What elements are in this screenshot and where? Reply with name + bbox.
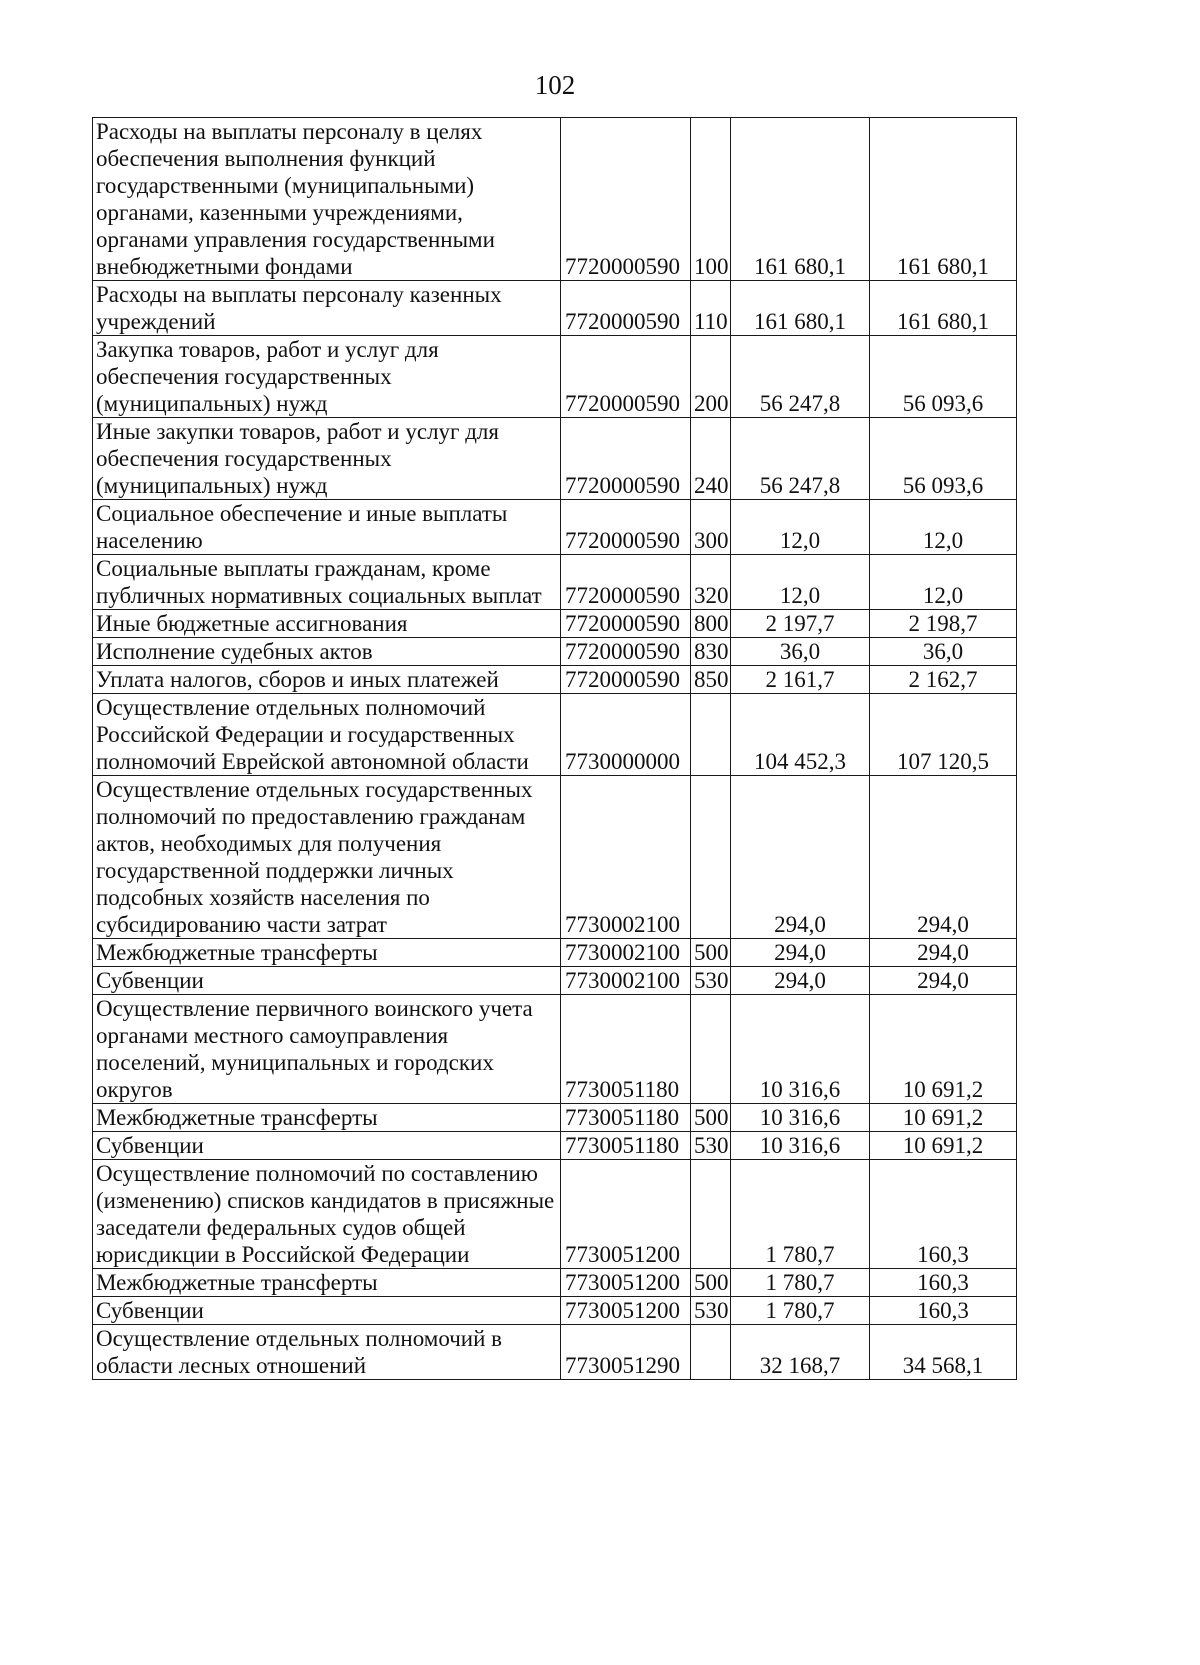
row-target-code: 7720000590 bbox=[561, 281, 691, 336]
row-expense-type bbox=[691, 1160, 731, 1269]
row-amount-1: 161 680,1 bbox=[731, 281, 870, 336]
table-row bbox=[93, 555, 1017, 610]
row-amount-1: 1 780,7 bbox=[731, 1160, 870, 1269]
row-amount-2: 34 568,1 bbox=[870, 1325, 1017, 1380]
table-row bbox=[93, 500, 1017, 555]
row-name: Закупка товаров, работ и услуг для обеспечения государственных (муниципальных) нужд bbox=[93, 336, 561, 418]
row-name: Осуществление отдельных полномочий Российской Федерации и государственных полномочий Еврейской автономной области bbox=[93, 694, 561, 776]
row-name: Осуществление отдельных полномочий в области лесных отношений bbox=[93, 1325, 561, 1380]
row-name: Субвенции bbox=[93, 967, 561, 995]
row-name: Социальные выплаты гражданам, кроме публичных нормативных социальных выплат bbox=[93, 555, 561, 610]
table-row bbox=[93, 638, 1017, 666]
row-expense-type: 850 bbox=[691, 666, 731, 694]
row-amount-2: 2 162,7 bbox=[870, 666, 1017, 694]
row-target-code: 7730002100 bbox=[561, 967, 691, 995]
table-row bbox=[93, 281, 1017, 336]
row-target-code: 7720000590 bbox=[561, 118, 691, 281]
row-amount-1: 161 680,1 bbox=[731, 118, 870, 281]
row-name: Межбюджетные трансферты bbox=[93, 1104, 561, 1132]
row-target-code: 7730000000 bbox=[561, 694, 691, 776]
row-expense-type: 320 bbox=[691, 555, 731, 610]
row-amount-2: 10 691,2 bbox=[870, 995, 1017, 1104]
row-name: Расходы на выплаты персоналу казенных учреждений bbox=[93, 281, 561, 336]
row-name: Иные бюджетные ассигнования bbox=[93, 610, 561, 638]
row-amount-1: 294,0 bbox=[731, 939, 870, 967]
row-name: Исполнение судебных актов bbox=[93, 638, 561, 666]
row-amount-2: 160,3 bbox=[870, 1269, 1017, 1297]
row-target-code: 7720000590 bbox=[561, 610, 691, 638]
row-target-code: 7720000590 bbox=[561, 666, 691, 694]
row-target-code: 7730051180 bbox=[561, 995, 691, 1104]
budget-table bbox=[92, 117, 1017, 1380]
row-target-code: 7730051200 bbox=[561, 1160, 691, 1269]
row-amount-1: 32 168,7 bbox=[731, 1325, 870, 1380]
row-amount-1: 10 316,6 bbox=[731, 995, 870, 1104]
row-target-code: 7720000590 bbox=[561, 555, 691, 610]
row-amount-2: 161 680,1 bbox=[870, 281, 1017, 336]
row-target-code: 7730051180 bbox=[561, 1132, 691, 1160]
table-row bbox=[93, 939, 1017, 967]
row-amount-1: 10 316,6 bbox=[731, 1104, 870, 1132]
row-amount-1: 1 780,7 bbox=[731, 1269, 870, 1297]
table-row bbox=[93, 666, 1017, 694]
row-amount-1: 294,0 bbox=[731, 776, 870, 939]
row-name: Межбюджетные трансферты bbox=[93, 939, 561, 967]
row-amount-1: 12,0 bbox=[731, 555, 870, 610]
row-target-code: 7730051200 bbox=[561, 1297, 691, 1325]
row-name: Расходы на выплаты персоналу в целях обеспечения выполнения функций государственными (муниципальными) органами, казенными учреждениями, органами управления государственными внебюджетными фондами bbox=[93, 118, 561, 281]
row-amount-1: 1 780,7 bbox=[731, 1297, 870, 1325]
table-row bbox=[93, 418, 1017, 500]
row-target-code: 7720000590 bbox=[561, 638, 691, 666]
row-expense-type: 300 bbox=[691, 500, 731, 555]
row-expense-type bbox=[691, 1325, 731, 1380]
row-expense-type bbox=[691, 995, 731, 1104]
row-amount-2: 10 691,2 bbox=[870, 1132, 1017, 1160]
table-row bbox=[93, 995, 1017, 1104]
row-expense-type bbox=[691, 694, 731, 776]
row-target-code: 7720000590 bbox=[561, 418, 691, 500]
row-name: Субвенции bbox=[93, 1297, 561, 1325]
table-row bbox=[93, 610, 1017, 638]
row-expense-type: 500 bbox=[691, 939, 731, 967]
row-expense-type: 800 bbox=[691, 610, 731, 638]
row-amount-1: 2 161,7 bbox=[731, 666, 870, 694]
row-name: Субвенции bbox=[93, 1132, 561, 1160]
row-expense-type: 500 bbox=[691, 1104, 731, 1132]
table-row bbox=[93, 1269, 1017, 1297]
table-row bbox=[93, 118, 1017, 281]
row-amount-2: 36,0 bbox=[870, 638, 1017, 666]
table-row bbox=[93, 694, 1017, 776]
table-row bbox=[93, 336, 1017, 418]
row-expense-type: 240 bbox=[691, 418, 731, 500]
row-target-code: 7730051200 bbox=[561, 1269, 691, 1297]
row-target-code: 7720000590 bbox=[561, 336, 691, 418]
table-row bbox=[93, 1132, 1017, 1160]
row-amount-2: 12,0 bbox=[870, 555, 1017, 610]
row-name: Межбюджетные трансферты bbox=[93, 1269, 561, 1297]
row-expense-type: 110 bbox=[691, 281, 731, 336]
row-expense-type: 200 bbox=[691, 336, 731, 418]
row-name: Осуществление первичного воинского учета органами местного самоуправления поселений, муниципальных и городских округов bbox=[93, 995, 561, 1104]
row-amount-1: 2 197,7 bbox=[731, 610, 870, 638]
table-row bbox=[93, 1297, 1017, 1325]
row-amount-1: 104 452,3 bbox=[731, 694, 870, 776]
row-target-code: 7730002100 bbox=[561, 776, 691, 939]
row-amount-2: 294,0 bbox=[870, 776, 1017, 939]
row-amount-2: 10 691,2 bbox=[870, 1104, 1017, 1132]
row-amount-1: 294,0 bbox=[731, 967, 870, 995]
row-expense-type: 500 bbox=[691, 1269, 731, 1297]
row-name: Осуществление полномочий по составлению (изменению) списков кандидатов в присяжные заседатели федеральных судов общей юрисдикции в Российской Федерации bbox=[93, 1160, 561, 1269]
row-amount-2: 12,0 bbox=[870, 500, 1017, 555]
row-target-code: 7730051290 bbox=[561, 1325, 691, 1380]
row-amount-2: 2 198,7 bbox=[870, 610, 1017, 638]
row-amount-2: 294,0 bbox=[870, 967, 1017, 995]
row-amount-1: 56 247,8 bbox=[731, 336, 870, 418]
row-amount-2: 56 093,6 bbox=[870, 336, 1017, 418]
row-target-code: 7730051180 bbox=[561, 1104, 691, 1132]
row-target-code: 7720000590 bbox=[561, 500, 691, 555]
row-amount-2: 160,3 bbox=[870, 1160, 1017, 1269]
row-expense-type: 530 bbox=[691, 1297, 731, 1325]
row-name: Осуществление отдельных государственных полномочий по предоставлению гражданам актов, необходимых для получения государственной поддержки личных подсобных хозяйств населения по субсидированию части затрат bbox=[93, 776, 561, 939]
row-expense-type: 530 bbox=[691, 1132, 731, 1160]
page-number: 102 bbox=[534, 70, 576, 100]
row-name: Иные закупки товаров, работ и услуг для обеспечения государственных (муниципальных) нужд bbox=[93, 418, 561, 500]
row-amount-1: 12,0 bbox=[731, 500, 870, 555]
row-amount-2: 160,3 bbox=[870, 1297, 1017, 1325]
row-expense-type: 100 bbox=[691, 118, 731, 281]
row-target-code: 7730002100 bbox=[561, 939, 691, 967]
row-name: Социальное обеспечение и иные выплаты населению bbox=[93, 500, 561, 555]
row-amount-1: 56 247,8 bbox=[731, 418, 870, 500]
table-row bbox=[93, 1325, 1017, 1380]
table-row bbox=[93, 967, 1017, 995]
row-name: Уплата налогов, сборов и иных платежей bbox=[93, 666, 561, 694]
budget-table-body bbox=[93, 118, 1017, 1380]
row-expense-type: 830 bbox=[691, 638, 731, 666]
table-row bbox=[93, 1104, 1017, 1132]
row-expense-type bbox=[691, 776, 731, 939]
row-amount-2: 107 120,5 bbox=[870, 694, 1017, 776]
row-amount-2: 294,0 bbox=[870, 939, 1017, 967]
table-row bbox=[93, 1160, 1017, 1269]
table-row bbox=[93, 776, 1017, 939]
row-amount-1: 36,0 bbox=[731, 638, 870, 666]
row-amount-2: 56 093,6 bbox=[870, 418, 1017, 500]
row-amount-1: 10 316,6 bbox=[731, 1132, 870, 1160]
row-amount-2: 161 680,1 bbox=[870, 118, 1017, 281]
row-expense-type: 530 bbox=[691, 967, 731, 995]
